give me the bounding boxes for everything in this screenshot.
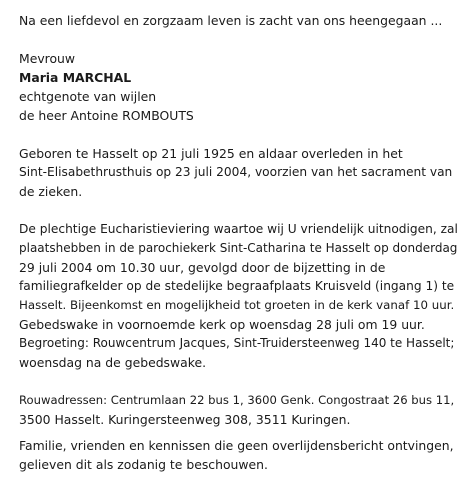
birth-paragraph-line: Sint-Elisabethrusthuis op 23 juli 2004, voorzien van het sacrament van [19, 165, 453, 179]
address-paragraph-line: Rouwadressen: Centrumlaan 22 bus 1, 3600 Genk. Congostraat 26 bus 11, [19, 393, 455, 407]
ceremony-paragraph-line: Begroeting: Rouwcentrum Jacques, Sint-Truidersteenweg 140 te Hasselt; [19, 336, 455, 350]
spouse-name: de heer Antoine ROMBOUTS [19, 108, 194, 123]
spouse-line: echtgenote van wijlen [19, 89, 157, 104]
ceremony-paragraph-line: woensdag na de gebedswake. [19, 355, 207, 370]
ceremony-paragraph-line: plaatshebben in de parochiekerk Sint-Catharina te Hasselt op donderdag [19, 241, 458, 255]
birth-paragraph-line: Geboren te Hasselt op 21 juli 1925 en aldaar overleden in het [19, 146, 403, 161]
birth-paragraph-line: de zieken. [19, 184, 83, 199]
deceased-name: Maria MARCHAL [19, 70, 132, 85]
ceremony-paragraph-line: Gebedswake in voornoemde kerk op woensdag 28 juli om 19 uur. [19, 317, 425, 332]
ceremony-paragraph-line: familiegrafkelder op de stedelijke begraafplaats Kruisveld (ingang 1) te [19, 279, 455, 293]
title-prefix: Mevrouw [19, 51, 76, 66]
closing-paragraph-line: Familie, vrienden en kennissen die geen overlijdensbericht ontvingen, [19, 438, 454, 453]
ceremony-paragraph-line: 29 juli 2004 om 10.30 uur, gevolgd door de bijzetting in de [19, 260, 386, 275]
ceremony-paragraph-line: De plechtige Eucharistieviering waartoe wij U vriendelijk uitnodigen, zal [19, 222, 458, 236]
intro-text: Na een liefdevol en zorgzaam leven is zacht van ons heengegaan ... [19, 13, 443, 28]
ceremony-paragraph-line: Hasselt. Bijeenkomst en mogelijkheid tot groeten in de kerk vanaf 10 uur. [19, 298, 455, 312]
closing-paragraph-line: gelieven dit als zodanig te beschouwen. [19, 457, 268, 472]
address-paragraph-line: 3500 Hasselt. Kuringersteenweg 308, 3511 Kuringen. [19, 412, 351, 427]
